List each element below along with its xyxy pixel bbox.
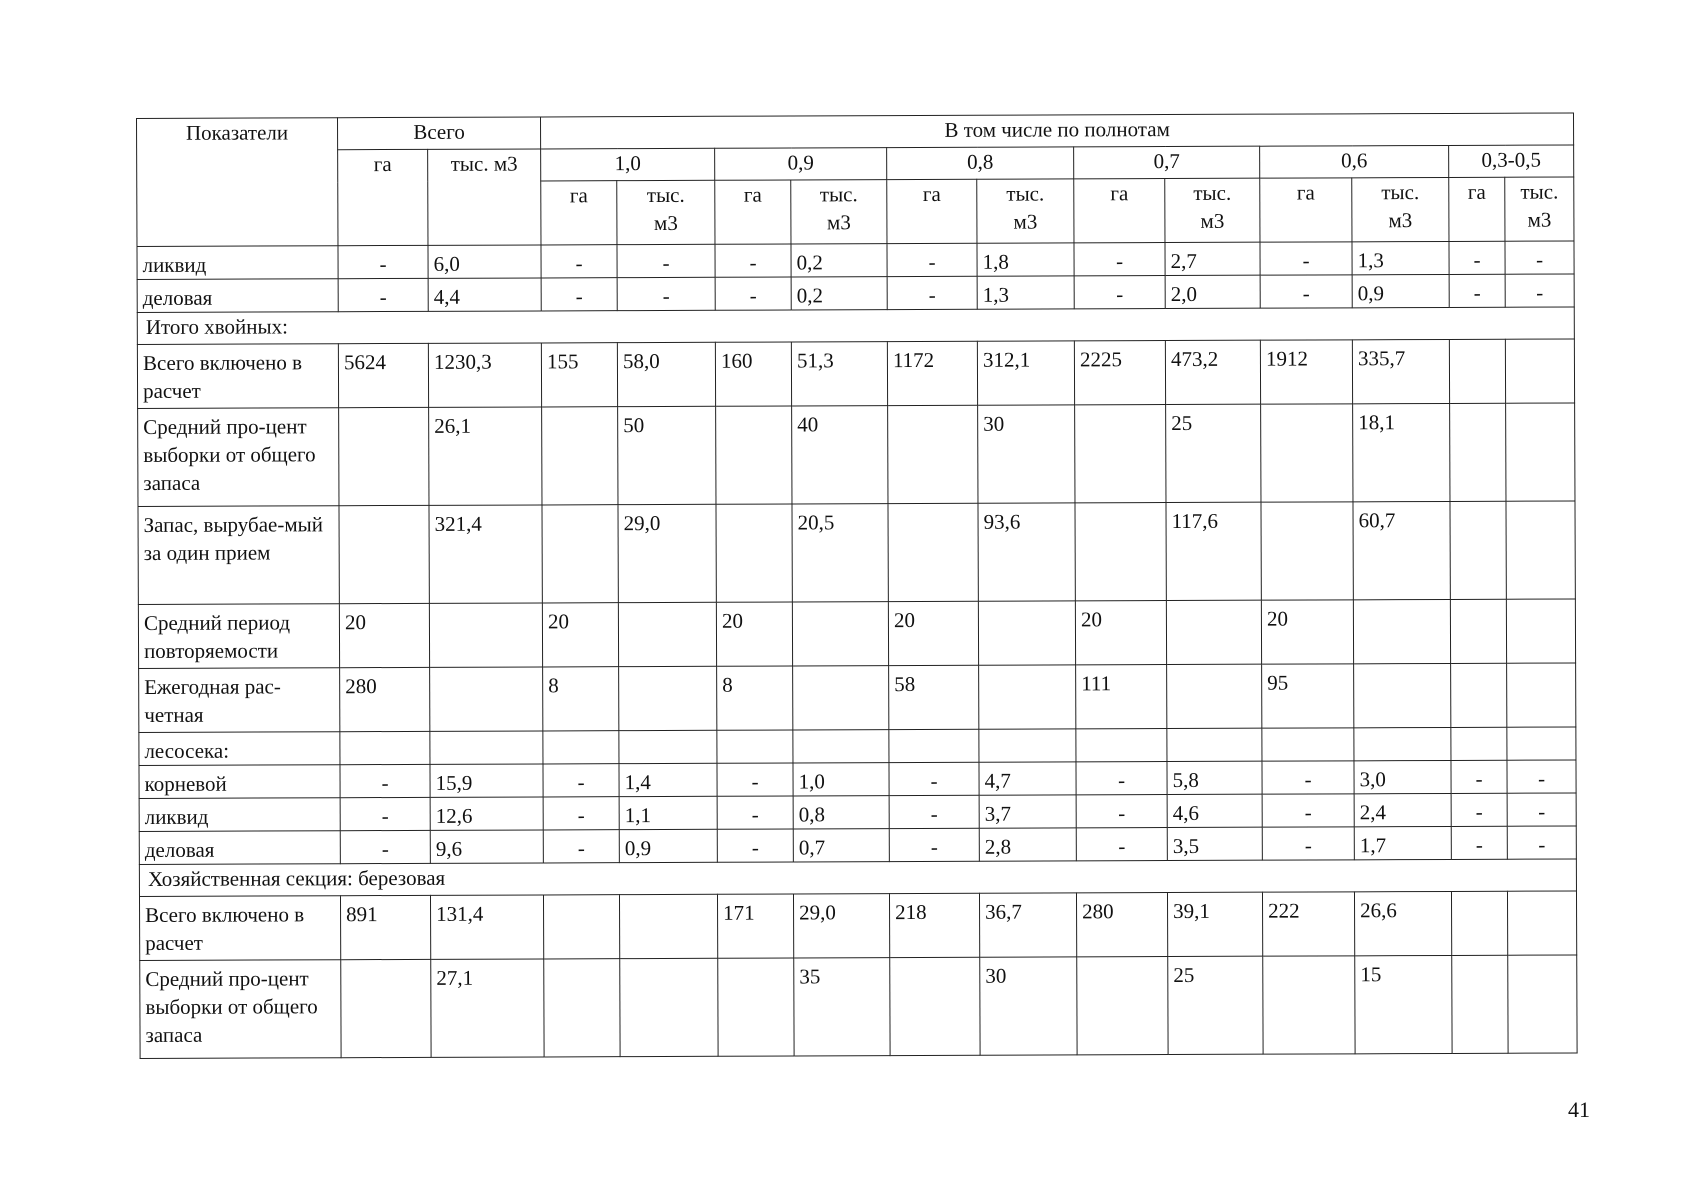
table-cell (1261, 502, 1353, 600)
table-cell (890, 957, 980, 1055)
table-cell: 1230,3 (428, 343, 541, 407)
table-cell: 2,8 (979, 828, 1076, 861)
table-cell: 26,6 (1354, 891, 1451, 955)
table-cell (620, 958, 718, 1056)
table-cell: - (541, 245, 617, 278)
table-cell (1451, 727, 1507, 760)
table-cell: 12,6 (430, 797, 543, 830)
table-cell: 312,1 (977, 341, 1074, 405)
table-cell: 2,7 (1165, 242, 1260, 275)
subheader-m3: тыс. м3 (977, 179, 1074, 243)
table-cell: 2225 (1074, 341, 1165, 405)
table-cell: 0,9 (1352, 274, 1449, 307)
table-cell (716, 504, 792, 602)
table-cell (1451, 891, 1507, 955)
table-cell: 0,2 (791, 277, 887, 310)
table-cell (339, 505, 429, 603)
header-density: 0,7 (1074, 146, 1260, 179)
table-cell: - (717, 829, 793, 862)
table-cell (1077, 957, 1168, 1055)
table-cell (429, 603, 542, 667)
table-cell (1507, 663, 1576, 727)
table-cell (619, 666, 717, 730)
table-cell: 20 (542, 603, 618, 667)
table-cell: 1,4 (619, 763, 717, 796)
table-cell: 25 (1168, 956, 1263, 1054)
table-cell (1451, 663, 1507, 727)
table-cell: 36,7 (979, 893, 1076, 957)
subheader-ha: га (715, 180, 791, 244)
table-cell: - (1076, 762, 1167, 795)
table-cell: 0,2 (791, 244, 887, 277)
table-row (139, 663, 1576, 733)
page-number: 41 (1568, 1097, 1590, 1122)
table-cell: - (543, 797, 619, 830)
table-cell: 20 (888, 601, 978, 665)
table-cell: 50 (618, 406, 716, 504)
table-cell: - (1076, 795, 1167, 828)
table-cell: - (715, 244, 791, 277)
table-cell (1452, 955, 1508, 1053)
table-cell (1507, 727, 1576, 760)
row-label: ликвид (139, 798, 340, 832)
table-cell: 155 (541, 343, 617, 407)
table-cell: - (338, 245, 428, 278)
table-cell: 4,6 (1167, 794, 1262, 827)
table-cell: 20 (339, 603, 429, 667)
table-cell (1075, 405, 1166, 503)
table-cell (888, 503, 978, 601)
table-cell: 39,1 (1167, 892, 1262, 956)
table-cell: 222 (1262, 892, 1354, 956)
table-cell: 20,5 (792, 504, 888, 602)
table-cell: - (1449, 274, 1505, 307)
table-cell: 1,3 (1352, 241, 1449, 274)
table-cell (717, 730, 793, 763)
table-cell: 1912 (1260, 340, 1352, 404)
subheader-m3: тыс. м3 (1352, 177, 1449, 241)
table-cell (542, 407, 618, 505)
table-cell: 111 (1076, 665, 1167, 729)
table-row (139, 760, 1576, 799)
table-cell (1449, 339, 1505, 403)
table-cell: 218 (889, 893, 979, 957)
table-cell: - (1260, 275, 1352, 308)
forest-stock-table (136, 112, 1578, 1059)
table-cell (341, 959, 431, 1057)
table-cell (1353, 599, 1450, 663)
subheader-ha: га (1260, 178, 1352, 242)
table-cell: 335,7 (1352, 339, 1449, 403)
table-cell (1354, 663, 1451, 727)
table-cell: 171 (717, 894, 793, 958)
table-row (138, 501, 1576, 605)
table-cell: - (1074, 243, 1165, 276)
header-total: Всего (338, 117, 541, 150)
header-indicators: Показатели (137, 118, 338, 247)
table-cell (888, 405, 978, 503)
table-cell: - (1507, 826, 1576, 859)
header-density: 0,3-0,5 (1449, 145, 1574, 177)
table-cell: 30 (978, 405, 1075, 503)
table-cell (1354, 727, 1451, 760)
table-cell: 40 (792, 406, 888, 504)
subheader-m3: тыс. м3 (1165, 178, 1260, 242)
table-cell (1450, 599, 1506, 663)
table-cell (430, 667, 543, 731)
table-cell: 8 (717, 666, 793, 730)
table-cell: - (1507, 760, 1576, 793)
table-cell: 29,0 (793, 894, 889, 958)
table-cell: - (1451, 793, 1507, 826)
table-cell (1450, 403, 1506, 501)
table-cell (430, 731, 543, 764)
table-cell: - (1451, 826, 1507, 859)
table-row (138, 599, 1575, 669)
table-cell: - (1451, 760, 1507, 793)
table-cell: 117,6 (1166, 502, 1261, 600)
table-cell (543, 731, 619, 764)
table-cell (793, 666, 889, 730)
table-cell (793, 730, 889, 763)
table-cell: 29,0 (618, 504, 716, 602)
table-cell: - (1262, 761, 1354, 794)
table-cell: 1,7 (1354, 826, 1451, 859)
table-cell: 58,0 (617, 342, 715, 406)
table-row (138, 403, 1576, 507)
table-cell: 1,0 (793, 763, 889, 796)
table-cell (1167, 664, 1262, 728)
subheader-ha: га (887, 179, 977, 243)
table-cell: 160 (715, 342, 791, 406)
row-label: Всего включено в расчет (137, 344, 338, 409)
subheader-ha: га (1449, 177, 1505, 241)
row-label: Средний про-цент выборки от общего запаса (140, 960, 341, 1059)
table-cell: 95 (1262, 664, 1354, 728)
table-cell (792, 602, 888, 666)
table-cell: 35 (794, 958, 890, 1056)
table-cell: 131,4 (430, 895, 543, 959)
table-cell: - (543, 830, 619, 863)
table-cell: - (340, 830, 430, 863)
table-cell: 9,6 (430, 830, 543, 863)
table-cell (1506, 403, 1576, 501)
table-row (139, 727, 1576, 766)
table-cell: - (541, 278, 617, 311)
table-row (139, 826, 1576, 865)
header-density: 0,6 (1260, 145, 1449, 178)
table-cell (619, 730, 717, 763)
row-label: Всего включено в расчет (139, 896, 340, 961)
subheader-m3: тыс. м3 (1505, 177, 1574, 241)
table-cell: - (1074, 276, 1165, 309)
section-title: Итого хвойных: (137, 307, 1574, 345)
row-label: Средний период повторяемости (138, 604, 339, 669)
table-cell (1166, 600, 1261, 664)
row-label: Запас, вырубае-мый за один прием (138, 506, 339, 605)
table-cell: 15 (1355, 955, 1452, 1053)
table-cell: - (1507, 793, 1576, 826)
table-cell (979, 729, 1076, 762)
table-cell: 20 (716, 602, 792, 666)
table-cell: - (1449, 241, 1505, 274)
table-cell (340, 731, 430, 764)
table-cell: - (1505, 274, 1574, 307)
table-cell (1075, 503, 1166, 601)
header-total-m3: тыс. м3 (428, 149, 541, 245)
table-cell: 0,7 (793, 829, 889, 862)
section-title: Хозяйственная секция: березовая (139, 859, 1576, 897)
table-cell (716, 406, 792, 504)
table-cell: 58 (889, 665, 979, 729)
table-cell (339, 407, 429, 505)
table-cell: - (1262, 827, 1354, 860)
table-cell: - (889, 762, 979, 795)
table-cell (1450, 501, 1506, 599)
table-cell: 3,7 (979, 795, 1076, 828)
row-label: корневой (139, 765, 340, 799)
table-cell (979, 665, 1076, 729)
table-cell (978, 601, 1075, 665)
table-cell (1261, 404, 1353, 502)
table-cell: 20 (1261, 600, 1353, 664)
table-cell: - (887, 276, 977, 309)
table-cell: 4,4 (428, 278, 541, 311)
table-cell: - (340, 764, 430, 797)
table-cell (889, 729, 979, 762)
table-cell (1506, 501, 1576, 599)
table-cell (1076, 729, 1167, 762)
table-cell: 4,7 (979, 762, 1076, 795)
table-cell: - (617, 277, 715, 310)
table-cell (544, 959, 620, 1057)
subheader-ha: га (541, 181, 617, 245)
table-cell: - (717, 763, 793, 796)
table-cell (1263, 956, 1355, 1054)
table-cell: 2,4 (1354, 793, 1451, 826)
table-cell: - (1076, 828, 1167, 861)
table-row (139, 793, 1576, 832)
table-cell: 3,0 (1354, 760, 1451, 793)
table-cell: - (889, 828, 979, 861)
table-cell (1507, 891, 1576, 955)
table-row (137, 241, 1574, 280)
table-cell: - (340, 797, 430, 830)
table-cell (1505, 339, 1574, 403)
table-row (137, 339, 1574, 409)
row-label: деловая (139, 831, 340, 865)
table-cell (1506, 599, 1575, 663)
table-row (139, 891, 1576, 961)
table-cell: 473,2 (1165, 340, 1260, 404)
table-cell: 2,0 (1165, 275, 1260, 308)
table-cell: - (1505, 241, 1574, 274)
table-cell: - (338, 278, 428, 311)
row-label: лесосека: (139, 732, 340, 766)
subheader-m3: тыс. м3 (791, 180, 887, 244)
table-row (137, 274, 1574, 313)
row-label: Средний про-цент выборки от общего запаса (138, 408, 339, 507)
table-cell (1262, 728, 1354, 761)
table-cell (718, 958, 794, 1056)
table-cell: 18,1 (1353, 403, 1450, 501)
header-density: 1,0 (541, 148, 715, 181)
table-cell: - (1260, 242, 1352, 275)
table-cell: 8 (543, 667, 619, 731)
table-cell: 60,7 (1353, 501, 1450, 599)
table-cell: 280 (340, 667, 430, 731)
subheader-m3: тыс. м3 (617, 180, 715, 244)
table-cell: 5624 (338, 343, 428, 407)
table-cell (618, 602, 716, 666)
header-by-density: В том числе по полнотам (540, 113, 1573, 149)
table-cell (543, 895, 619, 959)
table-cell: - (889, 795, 979, 828)
table-cell: 93,6 (978, 503, 1075, 601)
table-cell: 1,8 (977, 243, 1074, 276)
table-cell: - (715, 277, 791, 310)
table-cell: 1172 (887, 341, 977, 405)
table-cell: 3,5 (1167, 827, 1262, 860)
table-cell (1167, 728, 1262, 761)
header-density: 0,9 (715, 148, 887, 181)
table-cell: - (1262, 794, 1354, 827)
table-cell: 15,9 (430, 764, 543, 797)
header-density: 0,8 (887, 147, 1074, 180)
table-cell (1508, 955, 1578, 1053)
table-cell: 6,0 (428, 245, 541, 278)
table-cell: - (887, 243, 977, 276)
table-cell (542, 505, 618, 603)
table-cell: 51,3 (791, 342, 887, 406)
row-label: Ежегодная рас-четная (139, 668, 340, 733)
table-cell (619, 894, 717, 958)
table-cell: 20 (1075, 601, 1166, 665)
table-cell: 321,4 (429, 505, 542, 603)
table-cell: 0,9 (619, 829, 717, 862)
table-cell: - (617, 244, 715, 277)
row-label: деловая (137, 279, 338, 313)
table-cell: 26,1 (429, 407, 542, 505)
header-total-ha: га (338, 149, 428, 245)
table-cell: 280 (1076, 893, 1167, 957)
table-cell: 0,8 (793, 796, 889, 829)
table-cell: 891 (340, 895, 430, 959)
table-cell: 30 (980, 957, 1077, 1055)
table-cell: 27,1 (431, 959, 544, 1057)
row-label: ликвид (137, 246, 338, 280)
table-cell: - (717, 796, 793, 829)
table-cell: 5,8 (1167, 761, 1262, 794)
table-row (140, 955, 1578, 1059)
table-cell: 25 (1166, 404, 1261, 502)
table-cell: 1,3 (977, 276, 1074, 309)
table-cell: 1,1 (619, 796, 717, 829)
subheader-ha: га (1074, 179, 1165, 243)
table-cell: - (543, 764, 619, 797)
